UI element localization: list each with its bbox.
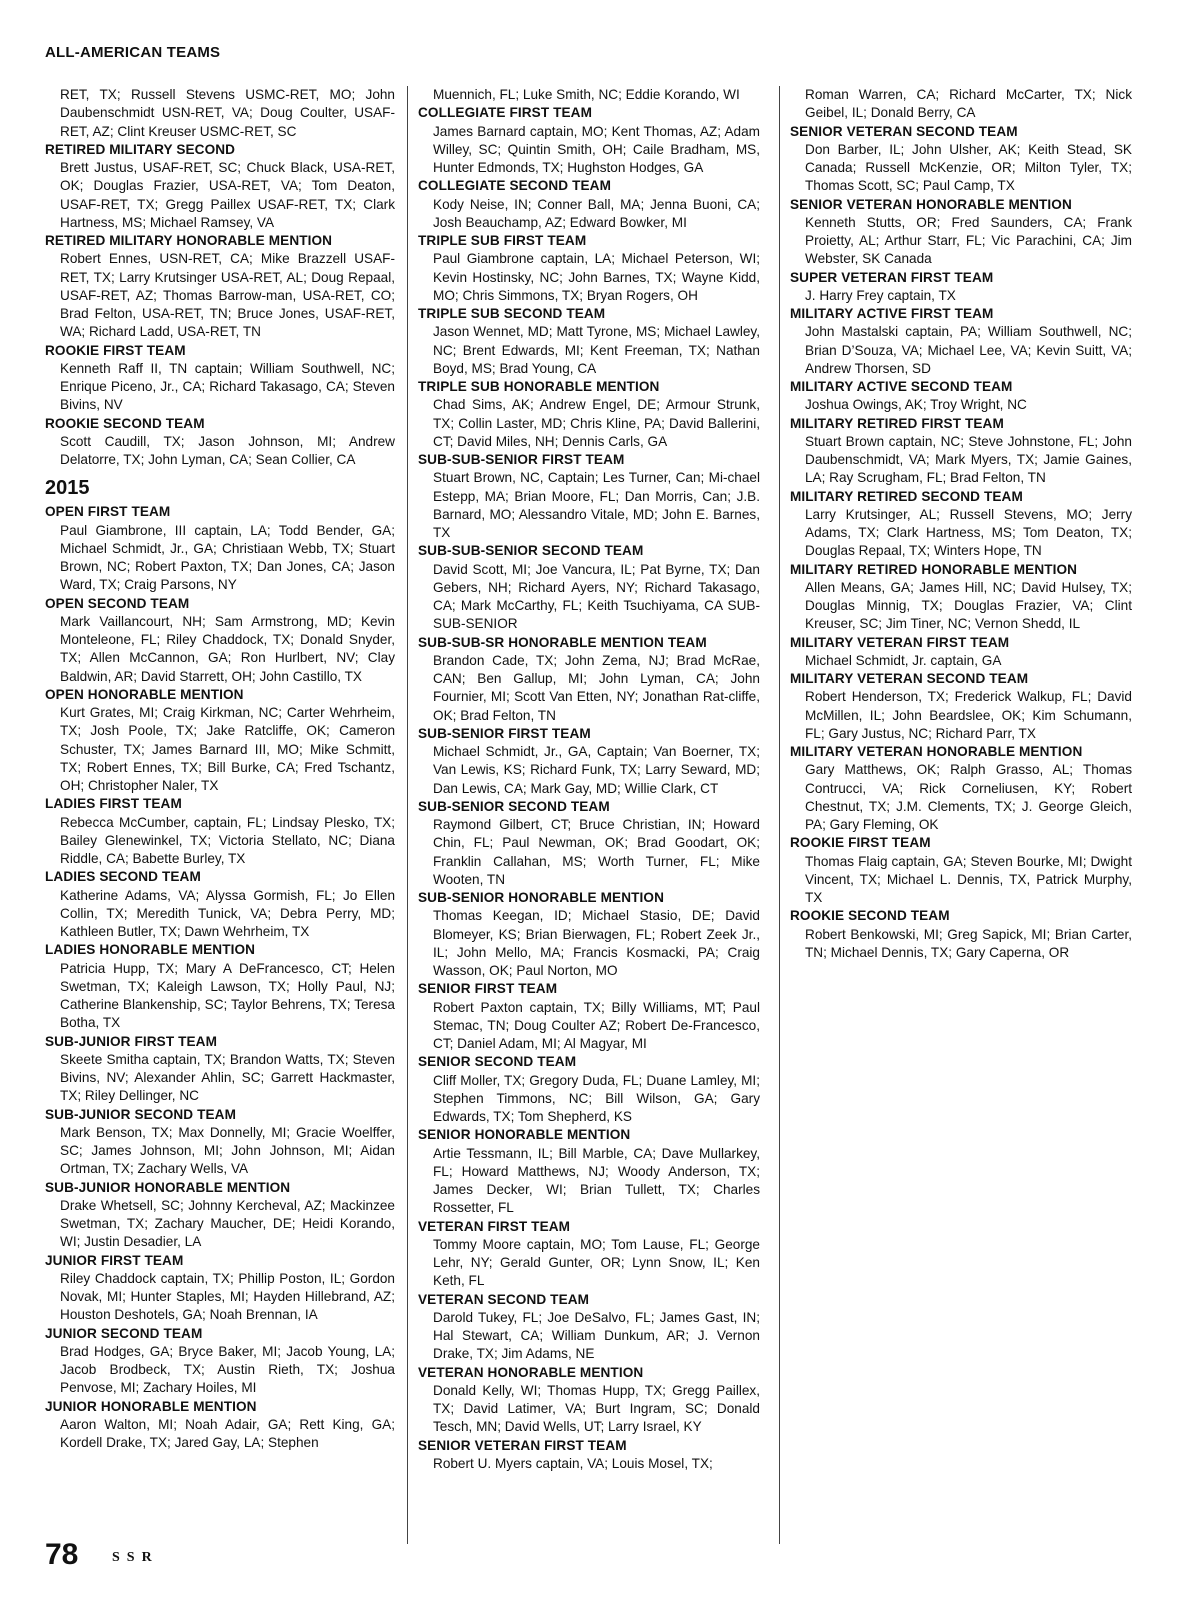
- team-members: Michael Schmidt, Jr., GA, Captain; Van Boerner, TX; Van Lewis, KS; Richard Funk, TX; Larry Seward, MD; Dan Lewis, CA; Mark Gay, MD; Willie Clark, CT: [433, 744, 760, 796]
- team-members: Scott Caudill, TX; Jason Johnson, MI; Andrew Delatorre, TX; John Lyman, CA; Sean Collier, CA: [60, 433, 395, 467]
- team-heading: SUB-JUNIOR SECOND TEAM: [45, 1106, 237, 1122]
- team-heading: SENIOR SECOND TEAM: [418, 1054, 577, 1070]
- team-heading: COLLEGIATE FIRST TEAM: [418, 105, 593, 121]
- team-heading: SUB-SUB-SR HONORABLE MENTION TEAM: [418, 634, 707, 650]
- team-heading: MILITARY RETIRED SECOND TEAM: [790, 488, 1023, 504]
- column-divider: [779, 86, 780, 1544]
- team-members: Stuart Brown, NC, Captain; Les Turner, Can; Mi-chael Estepp, MA; Brian Moore, FL; Dan Morris, Can; J.B. Barnard, MO; Alessandro Vitale, MD; John E. Barnes, TX: [433, 470, 760, 540]
- team-heading: OPEN SECOND TEAM: [45, 595, 190, 611]
- team-heading: SUB-SUB-SENIOR SECOND TEAM: [418, 543, 644, 559]
- team-heading: SENIOR VETERAN FIRST TEAM: [418, 1437, 627, 1453]
- team-members: Paul Giambrone captain, LA; Michael Peterson, WI; Kevin Hostinsky, NC; John Barnes, TX; Wayne Kidd, MO; Chris Simmons, TX; Bryan Rogers, OH: [433, 251, 760, 303]
- team-heading: VETERAN HONORABLE MENTION: [418, 1364, 644, 1380]
- team-members: Donald Kelly, WI; Thomas Hupp, TX; Gregg Paillex, TX; David Latimer, VA; Burt Ingram, SC; Donald Tesch, MN; David Wells, UT; Larry Israel, KY: [433, 1382, 760, 1435]
- team-heading: MILITARY VETERAN SECOND TEAM: [790, 671, 1029, 686]
- team-members: Skeete Smitha captain, TX; Brandon Watts, TX; Steven Bivins, NV; Alexander Ahlin, SC; Garrett Hackmaster, TX; Riley Dellinger, NC: [60, 1051, 395, 1104]
- publication-name: SSR: [112, 1550, 159, 1565]
- team-heading: SENIOR FIRST TEAM: [418, 981, 558, 997]
- team-members: Robert Ennes, USN-RET, CA; Mike Brazzell USAF-RET, TX; Larry Krutsinger USA-RET, AL; Doug Repaal, USAF-RET, AZ; Thomas Barrow-man, USA-RET, CO; Brad Felton, USA-RET, TN; Bruce Jones, USAF-RET, WA; Richard Ladd, USA-RET, TN: [60, 251, 395, 340]
- team-members: RET, TX; Russell Stevens USMC-RET, MO; John Daubenschmidt USN-RET, VA; Doug Coulter, USAF-RET, AZ; Clint Kreuser USMC-RET, SC: [60, 87, 395, 139]
- team-heading: SUPER VETERAN FIRST TEAM: [790, 269, 994, 285]
- team-members: Robert Paxton captain, TX; Billy Williams, MT; Paul Stemac, TN; Doug Coulter AZ; Robert De-Francesco, CT; Daniel Adam, MI; Al Magyar, MI: [433, 999, 760, 1051]
- team-heading: COLLEGIATE SECOND TEAM: [418, 178, 612, 194]
- team-heading: SUB-JUNIOR FIRST TEAM: [45, 1033, 218, 1049]
- team-heading: SENIOR VETERAN SECOND TEAM: [790, 123, 1018, 139]
- team-members: Cliff Moller, TX; Gregory Duda, FL; Duane Lamley, MI; Stephen Timmons, NC; Bill Wilson, GA; Gary Edwards, TX; Tom Shepherd, KS: [433, 1072, 760, 1124]
- team-members: David Scott, MI; Joe Vancura, IL; Pat Byrne, TX; Dan Gebers, NH; Richard Ayers, NY; Richard Takasago, CA; Mark McCarthy, FL; Keith Tsuchiyama, CA SUB-SUB-SENIOR: [433, 561, 760, 632]
- team-members: Rebecca McCumber, captain, FL; Lindsay Plesko, TX; Bailey Glenewinkel, TX; Victoria Stellato, NC; Diana Riddle, CA; Babette Burley, TX: [60, 814, 395, 866]
- team-members: Robert Henderson, TX; Frederick Walkup, FL; David McMillen, IL; John Beardslee, OK; Kim Schumann, FL; Gary Justus, NC; Richard Parr, TX: [805, 689, 1132, 741]
- column-3: [790, 86, 1132, 1544]
- team-members: Darold Tukey, FL; Joe DeSalvo, FL; James Gast, IN; Hal Stewart, CA; William Dunkum, AR; J. Vernon Drake, TX; Jim Adams, NE: [433, 1309, 760, 1362]
- team-members: Kenneth Raff II, TN captain; William Southwell, NC; Enrique Piceno, Jr., CA; Richard Takasago, CA; Steven Bivins, NV: [60, 360, 395, 413]
- team-members: Brett Justus, USAF-RET, SC; Chuck Black, USA-RET, OK; Douglas Frazier, USA-RET, VA; Tom Deaton, USAF-RET, TX; Gregg Paillex USAF-RET, TX; Clark Hartness, MS; Michael Ramsey, VA: [60, 160, 395, 230]
- team-heading: SENIOR HONORABLE MENTION: [418, 1127, 631, 1143]
- team-heading: VETERAN SECOND TEAM: [418, 1291, 590, 1307]
- page-title: ALL-AMERICAN TEAMS: [45, 44, 221, 61]
- team-heading: SUB-SENIOR SECOND TEAM: [418, 798, 610, 814]
- team-members: Muennich, FL; Luke Smith, NC; Eddie Korando, WI: [433, 87, 740, 102]
- team-members: Kurt Grates, MI; Craig Kirkman, NC; Carter Wehrheim, TX; Josh Poole, TX; Jake Ratcliffe, OK; Cameron Schuster, TX; James Barnard III, MO; Mike Schmitt, TX; Robert Ennes, TX; Bill Burke, CA; Fred Tschantz, OH; Christopher Naler, TX: [60, 705, 395, 793]
- team-members: Michael Schmidt, Jr. captain, GA: [805, 652, 1002, 668]
- team-heading: MILITARY ACTIVE FIRST TEAM: [790, 306, 994, 321]
- team-members: Robert U. Myers captain, VA; Louis Mosel, TX;: [433, 1455, 713, 1471]
- team-heading: ROOKIE FIRST TEAM: [45, 342, 186, 358]
- team-members: Gary Matthews, OK; Ralph Grasso, AL; Thomas Contrucci, VA; Rick Corneliusen, KY; Robert Chestnut, TX; J.M. Clements, TX; J. George Gleich, PA; Gary Fleming, OK: [805, 762, 1132, 832]
- team-heading: TRIPLE SUB FIRST TEAM: [418, 233, 587, 248]
- team-heading: MILITARY ACTIVE SECOND TEAM: [790, 379, 1013, 394]
- team-members: Brad Hodges, GA; Bryce Baker, MI; Jacob Young, LA; Jacob Brodbeck, TX; Austin Rieth, TX; Joshua Penvose, MI; Zachary Hoiles, MI: [60, 1343, 395, 1396]
- team-members: Kody Neise, IN; Conner Ball, MA; Jenna Buoni, CA; Josh Beauchamp, AZ; Edward Bowker, MI: [433, 196, 760, 230]
- team-heading: TRIPLE SUB SECOND TEAM: [418, 306, 606, 321]
- team-members: Brandon Cade, TX; John Zema, NJ; Brad McRae, CAN; Ben Gallup, MI; John Lyman, CA; John Fournier, MI; Scott Van Etten, NY; Jonathan Rat-cliffe, OK; Brad Felton, TN: [433, 652, 760, 723]
- team-heading: LADIES FIRST TEAM: [45, 796, 182, 812]
- team-heading: MILITARY VETERAN HONORABLE MENTION: [790, 744, 1083, 759]
- team-members: Tommy Moore captain, MO; Tom Lause, FL; George Lehr, NY; Gerald Gunter, OR; Lynn Snow, IL; Ken Keth, FL: [433, 1236, 760, 1289]
- team-members: Thomas Keegan, ID; Michael Stasio, DE; David Blomeyer, KS; Brian Bierwagen, FL; Robert Zeek Jr., IL; John Mello, MA; Francis Kosmacki, PA; Craig Wasson, OK; Paul Norton, MO: [433, 908, 760, 978]
- team-heading: OPEN HONORABLE MENTION: [45, 686, 244, 702]
- team-members: J. Harry Frey captain, TX: [805, 287, 956, 303]
- team-members: Allen Means, GA; James Hill, NC; David Hulsey, TX; Douglas Minnig, TX; Douglas Frazier, VA; Clint Kreuser, SC; Jim Tiner, NC; Vernon Shedd, IL: [805, 579, 1132, 632]
- team-heading: SUB-SENIOR HONORABLE MENTION: [418, 890, 664, 905]
- team-members: Roman Warren, CA; Richard McCarter, TX; Nick Geibel, IL; Donald Berry, CA: [805, 87, 1132, 121]
- column-2: [418, 86, 760, 1544]
- team-heading: VETERAN FIRST TEAM: [418, 1218, 571, 1234]
- team-heading: SUB-SENIOR FIRST TEAM: [418, 725, 591, 741]
- team-members: Larry Krutsinger, AL; Russell Stevens, MO; Jerry Adams, TX; Clark Hartness, MS; Tom Deaton, TX; Douglas Repaal, TX; Winters Hope, TN: [805, 506, 1132, 559]
- team-heading: SUB-JUNIOR HONORABLE MENTION: [45, 1179, 291, 1195]
- team-heading: SENIOR VETERAN HONORABLE MENTION: [790, 196, 1072, 212]
- team-heading: RETIRED MILITARY SECOND: [45, 141, 236, 157]
- column-1: [45, 86, 395, 1544]
- team-members: Riley Chaddock captain, TX; Phillip Poston, IL; Gordon Novak, MI; Hunter Staples, MI; Hayden Hillebrand, AZ; Houston Deshotels, GA; Noah Brennan, IA: [60, 1270, 395, 1323]
- team-members: Kenneth Stutts, OR; Fred Saunders, CA; Frank Proietty, AL; Arthur Starr, FL; Vic Parachini, CA; Jim Webster, SK Canada: [805, 214, 1132, 267]
- team-heading: JUNIOR HONORABLE MENTION: [45, 1398, 257, 1414]
- team-members: Stuart Brown captain, NC; Steve Johnstone, FL; John Daubenschmidt, VA; Mark Myers, TX; Jamie Gaines, LA; Ray Scrugham, FL; Brad Felton, TN: [805, 433, 1132, 486]
- year-heading: 2015: [45, 477, 90, 500]
- team-heading: ROOKIE SECOND TEAM: [790, 908, 950, 924]
- team-members: Patricia Hupp, TX; Mary A DeFrancesco, CT; Helen Swetman, TX; Kaleigh Lawson, TX; Holly Paul, NJ; Catherine Blankenship, SC; Taylor Behrens, TX; Teresa Botha, TX: [60, 960, 395, 1031]
- team-members: Mark Benson, TX; Max Donnelly, MI; Gracie Woelffer, SC; James Johnson, MI; John Johnson, MI; Aidan Ortman, TX; Zachary Wells, VA: [60, 1124, 395, 1177]
- team-members: Katherine Adams, VA; Alyssa Gormish, FL; Jo Ellen Collin, TX; Meredith Tunick, VA; Debra Perry, MD; Kathleen Butler, TX; Dawn Wehrheim, TX: [60, 887, 395, 939]
- team-heading: ROOKIE FIRST TEAM: [790, 835, 931, 851]
- team-heading: JUNIOR SECOND TEAM: [45, 1325, 203, 1341]
- team-members: James Barnard captain, MO; Kent Thomas, AZ; Adam Willey, SC; Quintin Smith, OH; Caile Bradham, MS, Hunter Edmonds, TX; Hughston Hodges, GA: [433, 123, 760, 175]
- team-members: Drake Whetsell, SC; Johnny Kercheval, AZ; Mackinzee Swetman, TX; Zachary Maucher, DE; Heidi Korando, WI; Justin Desadier, LA: [60, 1197, 395, 1250]
- team-members: Don Barber, IL; John Ulsher, AK; Keith Stead, SK Canada; Russell McKenzie, OR; Milton Tyler, TX; Thomas Scott, SC; Paul Camp, TX: [805, 141, 1132, 194]
- team-members: Raymond Gilbert, CT; Bruce Christian, IN; Howard Chin, FL; Paul Newman, OK; Brad Goodart, OK; Franklin Callahan, MS; Worth Turner, FL; Mike Wooten, TN: [433, 817, 760, 887]
- team-members: Mark Vaillancourt, NH; Sam Armstrong, MD; Kevin Monteleone, FL; Riley Chaddock, TX; Donald Snyder, TX; Allen McCannon, GA; Ron Hurlbert, NV; Clay Baldwin, AR; David Starrett, OH; John Castillo, TX: [60, 613, 395, 684]
- team-members: Artie Tessmann, IL; Bill Marble, CA; Dave Mullarkey, FL; Howard Matthews, NJ; Woody Anderson, TX; James Decker, WI; Brian Tullett, TX; Charles Rossetter, FL: [433, 1145, 760, 1216]
- team-members: Jason Wennet, MD; Matt Tyrone, MS; Michael Lawley, NC; Brent Edwards, MI; Kent Freeman, TX; Nathan Boyd, MS; Brad Young, CA: [433, 324, 760, 376]
- team-members: Chad Sims, AK; Andrew Engel, DE; Armour Strunk, TX; Collin Laster, MD; Chris Kline, PA; David Ballerini, CT; David Miles, NH; Dennis Carls, GA: [433, 397, 760, 449]
- team-heading: JUNIOR FIRST TEAM: [45, 1252, 184, 1268]
- team-heading: SUB-SUB-SENIOR FIRST TEAM: [418, 452, 625, 467]
- column-divider: [407, 86, 408, 1544]
- team-heading: LADIES HONORABLE MENTION: [45, 942, 256, 958]
- team-heading: MILITARY RETIRED HONORABLE MENTION: [790, 561, 1078, 577]
- team-heading: TRIPLE SUB HONORABLE MENTION: [418, 379, 660, 394]
- team-members: Aaron Walton, MI; Noah Adair, GA; Rett King, GA; Kordell Drake, TX; Jared Gay, LA; Stephen: [60, 1416, 395, 1450]
- team-heading: LADIES SECOND TEAM: [45, 869, 201, 885]
- team-members: John Mastalski captain, PA; William Southwell, NC; Brian D’Souza, VA; Michael Lee, VA; Kevin Suitt, VA; Andrew Thorsen, SD: [805, 324, 1132, 376]
- team-heading: ROOKIE SECOND TEAM: [45, 415, 205, 431]
- page-number: 78: [45, 1538, 79, 1571]
- team-heading: OPEN FIRST TEAM: [45, 504, 171, 520]
- team-members: Thomas Flaig captain, GA; Steven Bourke, MI; Dwight Vincent, TX; Michael L. Dennis, TX, Patrick Murphy, TX: [805, 853, 1132, 905]
- team-members: Paul Giambrone, III captain, LA; Todd Bender, GA; Michael Schmidt, Jr., GA; Christiaan Webb, TX; Stuart Brown, NC; Robert Paxton, TX; Dan Jones, CA; Jason Ward, TX; Craig Parsons, NY: [60, 522, 395, 593]
- team-members: Joshua Owings, AK; Troy Wright, NC: [805, 397, 1027, 413]
- team-members: Robert Benkowski, MI; Greg Sapick, MI; Brian Carter, TN; Michael Dennis, TX; Gary Caperna, OR: [805, 926, 1132, 960]
- team-heading: MILITARY VETERAN FIRST TEAM: [790, 634, 1010, 650]
- team-heading: MILITARY RETIRED FIRST TEAM: [790, 415, 1004, 431]
- team-heading: RETIRED MILITARY HONORABLE MENTION: [45, 233, 333, 248]
